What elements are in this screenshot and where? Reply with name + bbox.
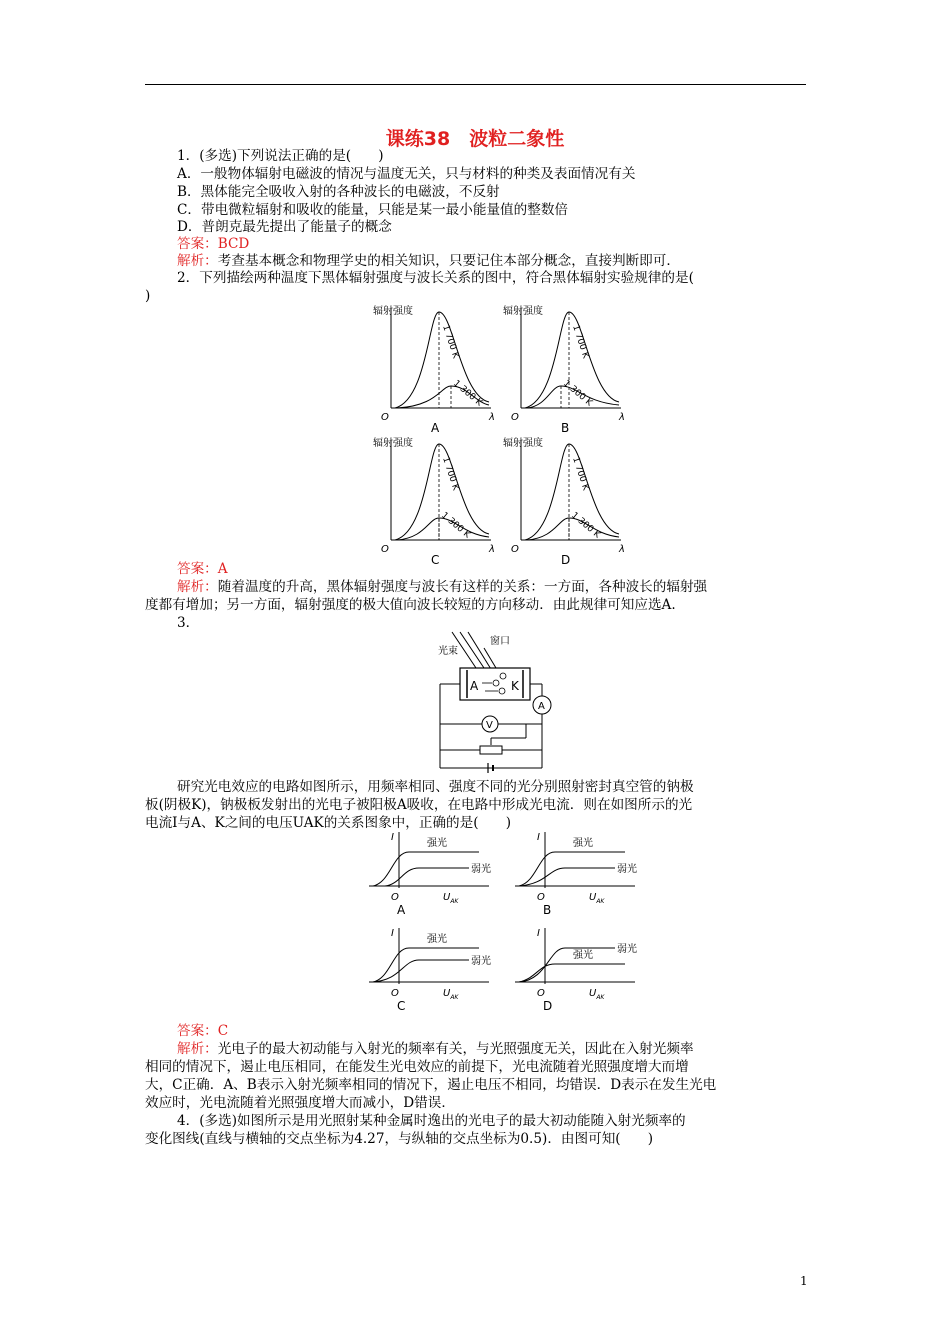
anode-label: A bbox=[470, 679, 479, 693]
x-axis-label-sub: AK bbox=[450, 898, 459, 905]
q3-analysis-line1 bbox=[145, 1040, 842, 1058]
y-axis-label: I bbox=[391, 928, 394, 939]
curve-weak bbox=[385, 868, 469, 886]
q2-stem-line1: 2．下列描绘两种温度下黑体辐射强度与波长关系的图中，符合黑体辐射实验规律的是( bbox=[177, 270, 694, 286]
x-axis-label bbox=[443, 988, 459, 1001]
y-axis-label: I bbox=[391, 832, 394, 843]
origin-label: O bbox=[381, 544, 389, 555]
q2-analysis-line2: 度都有增加；另一方面，辐射强度的极大值向波长较短的方向移动．由此规律可知应选A. bbox=[145, 597, 676, 613]
graph-panel-c bbox=[369, 928, 491, 1013]
origin-label: O bbox=[391, 892, 399, 903]
x-axis-label: λ bbox=[619, 544, 625, 555]
graph-panel-a bbox=[369, 832, 491, 917]
q1-analysis bbox=[145, 252, 842, 270]
q4-stem-line1: 4．(多选)如图所示是用光照射某种金属时逸出的光电子的最大初动能随入射光频率的 bbox=[177, 1113, 686, 1129]
page-number: 1 bbox=[800, 1274, 808, 1288]
temp-label-high: 1 700 K bbox=[440, 323, 461, 360]
analysis-label: 解析： bbox=[177, 253, 218, 269]
curve-weak bbox=[519, 948, 615, 982]
x-axis-label bbox=[443, 892, 459, 905]
temp-label-low: 1 300 K bbox=[569, 510, 602, 541]
q1-option-a: A．一般物体辐射电磁波的情况与温度无关，只与材料的种类及表面情况有关 bbox=[177, 166, 636, 182]
x-axis-label: λ bbox=[619, 412, 625, 423]
analysis-text: 随着温度的升高，黑体辐射强度与波长有这样的关系：一方面，各种波长的辐射强 bbox=[217, 579, 708, 595]
analysis-label: 解析： bbox=[177, 579, 218, 595]
q1-stem: 1．(多选)下列说法正确的是( ) bbox=[177, 148, 384, 164]
y-axis-label: 辐射强度 bbox=[503, 438, 543, 449]
origin-label: O bbox=[391, 988, 399, 999]
x-axis-label-main: U bbox=[443, 988, 451, 999]
x-axis-label-main: U bbox=[589, 988, 597, 999]
graph-panel-b bbox=[503, 304, 625, 435]
q2-analysis-line1 bbox=[145, 578, 842, 596]
origin-label: O bbox=[381, 412, 389, 423]
q1-option-d: D．普朗克最先提出了能量子的概念 bbox=[177, 219, 392, 235]
analysis-text: 考查基本概念和物理学史的相关知识，只要记住本部分概念，直接判断即可． bbox=[217, 253, 680, 269]
q3-analysis-line2: 相同的情况下，遏止电压相同，在能发生光电效应的前提下，光电流随着光照强度增大而增 bbox=[145, 1059, 689, 1075]
cathode-label: K bbox=[511, 679, 519, 693]
ammeter-label: A bbox=[538, 701, 545, 712]
graph-panel-a bbox=[373, 304, 495, 435]
analysis-label: 解析： bbox=[177, 1041, 218, 1057]
q3-stem-line1: 研究光电效应的电路如图所示，用频率相同、强度不同的光分别照射密封真空管的钠极 bbox=[177, 779, 694, 795]
y-axis-label: 辐射强度 bbox=[373, 306, 413, 317]
q3-number: 3． bbox=[177, 615, 200, 631]
graph-label: C bbox=[431, 553, 440, 567]
graph-label: D bbox=[543, 999, 553, 1013]
q3-analysis-line4: 效应时，光电流随着光照强度增大而减小，D错误． bbox=[145, 1095, 455, 1111]
temp-label-high: 1 700 K bbox=[570, 323, 591, 360]
y-axis-label: 辐射强度 bbox=[373, 438, 413, 449]
graph-label: D bbox=[561, 553, 571, 567]
y-axis-label: I bbox=[537, 928, 540, 939]
y-axis-label: I bbox=[537, 832, 540, 843]
x-axis-label bbox=[589, 988, 605, 1001]
photocurrent-graphs bbox=[365, 828, 635, 1024]
q1-option-c: C．带电微粒辐射和吸收的能量，只能是某一最小能量值的整数倍 bbox=[177, 202, 569, 218]
x-axis-label-sub: AK bbox=[450, 994, 459, 1001]
weak-light-label: 弱光 bbox=[471, 864, 491, 875]
x-axis-label-main: U bbox=[443, 892, 451, 903]
origin-label: O bbox=[537, 892, 545, 903]
graph-panel-d bbox=[515, 928, 637, 1013]
page-title: 课练38 波粒二象性 bbox=[385, 128, 565, 150]
voltmeter-label: V bbox=[486, 720, 493, 731]
temp-label-high: 1 700 K bbox=[570, 455, 591, 492]
q3-answer: 答案：C bbox=[177, 1023, 229, 1039]
weak-light-label: 弱光 bbox=[617, 864, 637, 875]
graph-panel-d bbox=[503, 436, 625, 567]
x-axis-label: λ bbox=[489, 544, 495, 555]
curve-strong bbox=[373, 852, 479, 886]
graph-label: B bbox=[543, 903, 552, 917]
strong-light-label: 强光 bbox=[573, 838, 593, 849]
y-axis-label: 辐射强度 bbox=[503, 306, 543, 317]
graph-label: A bbox=[397, 903, 406, 917]
temp-label-low: 1 300 K bbox=[439, 510, 472, 541]
strong-light-label: 强光 bbox=[427, 934, 447, 945]
q3-stem-line2: 板(阴极K)，钠极板发射出的光电子被阳极A吸收，在电路中形成光电流．则在如图所示的光 bbox=[145, 797, 693, 813]
curve-weak bbox=[519, 868, 615, 886]
curve-strong bbox=[373, 948, 479, 982]
origin-label: O bbox=[511, 544, 519, 555]
graph-panel-c bbox=[373, 436, 495, 567]
x-axis-label-sub: AK bbox=[596, 898, 605, 905]
analysis-text: 光电子的最大初动能与入射光的频率有关，与光照强度无关，因此在入射光频率 bbox=[217, 1041, 694, 1057]
window-label: 窗口 bbox=[490, 636, 510, 647]
x-axis-label-main: U bbox=[589, 892, 597, 903]
strong-light-label: 强光 bbox=[427, 838, 447, 849]
graph-label: C bbox=[397, 999, 406, 1013]
q2-stem-line2: ) bbox=[145, 288, 151, 304]
curve-strong bbox=[519, 852, 625, 886]
graph-label: A bbox=[431, 421, 440, 435]
weak-light-label: 弱光 bbox=[617, 944, 637, 955]
temp-label-high: 1 700 K bbox=[440, 455, 461, 492]
q3-analysis-line3: 大，C正确．A、B表示入射光频率相同的情况下，遏止电压不相同，均错误．D表示在发生光电 bbox=[145, 1077, 717, 1093]
x-axis-label: λ bbox=[489, 412, 495, 423]
origin-label: O bbox=[511, 412, 519, 423]
x-axis-label-sub: AK bbox=[596, 994, 605, 1001]
beam-label: 光束 bbox=[438, 646, 458, 657]
q1-option-b: B．黑体能完全吸收入射的各种波长的电磁波，不反射 bbox=[177, 184, 500, 200]
origin-label: O bbox=[537, 988, 545, 999]
q3-stem-line3: 电流Ⅰ与A、K之间的电压UAK的关系图象中，正确的是( ) bbox=[145, 815, 512, 831]
header-rule bbox=[145, 84, 806, 85]
q2-answer: 答案：A bbox=[177, 561, 228, 577]
temp-label-low: 1 300 K bbox=[451, 378, 484, 409]
graph-label: B bbox=[561, 421, 570, 435]
photoelectric-circuit bbox=[430, 628, 560, 770]
x-axis-label bbox=[589, 892, 605, 905]
weak-light-label: 弱光 bbox=[471, 956, 491, 967]
blackbody-graphs bbox=[365, 300, 625, 567]
temp-label-low: 1 300 K bbox=[561, 378, 594, 409]
curve-strong bbox=[519, 964, 625, 982]
graph-panel-b bbox=[515, 832, 637, 917]
q1-answer: 答案：BCD bbox=[177, 236, 250, 252]
strong-light-label: 强光 bbox=[573, 950, 593, 961]
q4-stem-line2: 变化图线(直线与横轴的交点坐标为4.27，与纵轴的交点坐标为0.5)．由图可知( ) bbox=[145, 1131, 654, 1147]
